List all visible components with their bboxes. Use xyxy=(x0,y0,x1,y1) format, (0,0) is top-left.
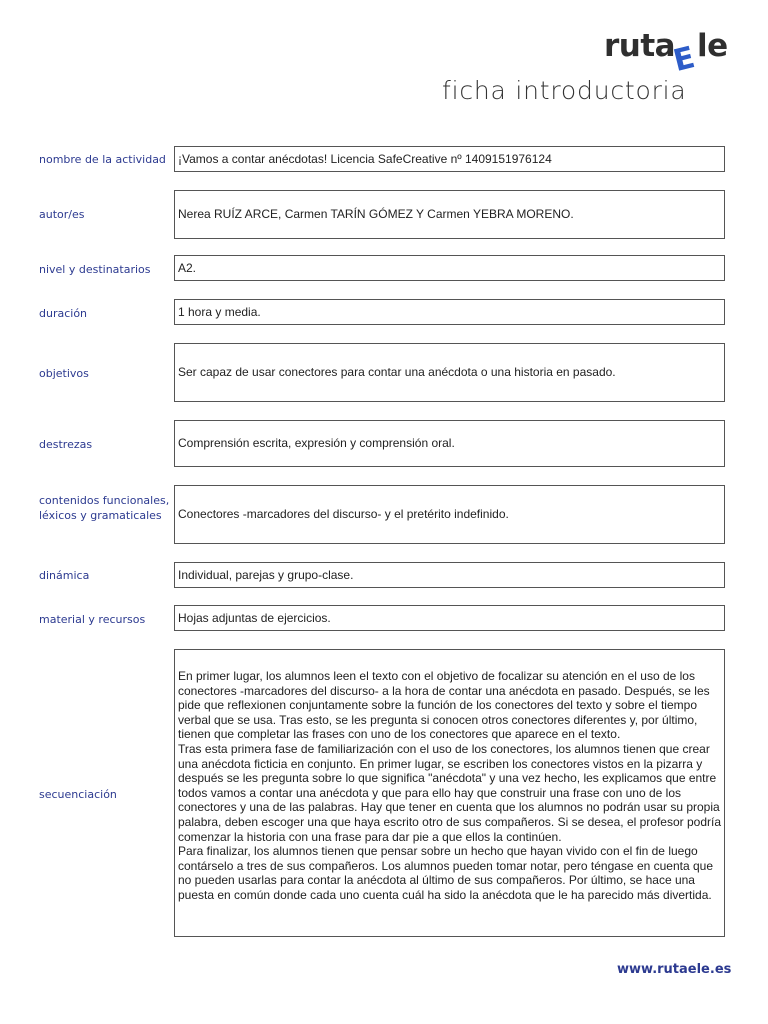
value-autores: Nerea RUÍZ ARCE, Carmen TARÍN GÓMEZ Y Carmen YEBRA MORENO. xyxy=(178,207,574,222)
sequence-line: todos vamos a contar una anécdota y que para ello hay que construir una frase con uno de los xyxy=(178,785,681,800)
sequence-line: palabra, deben escoger una que haya escrito otro de sus compañeros. Si se desea, el profesor podría xyxy=(178,814,722,829)
value-nivel-destinatarios: A2. xyxy=(178,260,197,275)
value-contenidos: Conectores -marcadores del discurso- y el pretérito indefinido. xyxy=(178,507,509,522)
sequence-line: tienen que completar las frases con uno de los conectores que aparece en el texto. xyxy=(178,727,621,742)
value-dinamica: Individual, parejas y grupo-clase. xyxy=(178,567,354,582)
field-contenidos xyxy=(174,485,725,544)
label-secuenciacion: secuenciación xyxy=(39,788,117,801)
website-link[interactable]: www.rutaele.es xyxy=(617,962,732,977)
value-duracion: 1 hora y media. xyxy=(178,304,261,319)
field-nivel-destinatarios xyxy=(174,255,725,281)
sequence-line: Para finalizar, los alumnos tienen que pensar sobre un hecho que hayan vivido con el fin de luego xyxy=(178,844,698,859)
sequence-line: conectores y una de las palabras. Hay que tener en cuenta que los alumnos no podrán usar su propia xyxy=(178,800,720,815)
label-destrezas: destrezas xyxy=(39,438,93,451)
sequence-text xyxy=(178,669,721,903)
sequence-line: En primer lugar, los alumnos leen el texto con el objetivo de focalizar su atención en el uso de los xyxy=(178,669,695,683)
field-dinamica xyxy=(174,562,725,588)
label-autores: autor/es xyxy=(39,208,85,221)
label-nivel-destinatarios: nivel y destinatarios xyxy=(39,263,151,276)
sequence-line: conectores -marcadores del discurso- a la hora de contar una anécdota en pasado. Después, se les xyxy=(178,683,710,698)
value-destrezas: Comprensión escrita, expresión y comprensión oral. xyxy=(178,436,455,451)
sequence-line: no pueden usarlas para contar la anécdota al último de sus compañeros. Por último, se hace una xyxy=(178,873,695,888)
label-objetivos: objetivos xyxy=(39,367,89,380)
rutaele-logo xyxy=(604,26,734,78)
logo-accent-e: E xyxy=(669,40,699,79)
sequence-line: verbal que se usa. Tras esto, se les pregunta si conocen otros conectores diferentes y, por último, xyxy=(178,712,698,727)
sequence-line: contárselo a tres de sus compañeros. Los alumnos pueden tomar notar, pero téngase en cuenta que xyxy=(178,858,714,873)
value-nombre-actividad: ¡Vamos a contar anécdotas! Licencia SafeCreative nº 1409151976124 xyxy=(178,151,552,166)
field-autores xyxy=(174,190,725,239)
label-dinamica: dinámica xyxy=(39,569,90,582)
label-material-recursos: material y recursos xyxy=(39,613,146,626)
field-material-recursos xyxy=(174,605,725,631)
logo-text-le: le xyxy=(697,28,728,64)
label-duracion: duración xyxy=(39,307,88,320)
sequence-line: después se les pregunta sobre lo que significa "anécdota" y una vez hecho, les explicamos que entre xyxy=(178,771,717,786)
field-objetivos xyxy=(174,343,725,402)
document-title: ficha introductoria xyxy=(442,76,687,105)
sequence-line: puesta en común donde cada uno cuenta cuál ha sido la anécdota que le ha parecido más divertida. xyxy=(178,887,712,902)
field-duracion xyxy=(174,299,725,325)
logo-text-ruta: ruta xyxy=(604,28,676,64)
sequence-line: pide que reflexionen conjuntamente sobre la función de los conectores del texto y sobre el tiempo xyxy=(178,698,697,713)
label-nombre-actividad: nombre de la actividad xyxy=(39,153,166,166)
sequence-line: Tras esta primera fase de familiarización con el uso de los conectores, los alumnos tienen que crear xyxy=(178,741,710,756)
sequence-line: una anécdota ficticia en conjunto. En primer lugar, se escriben los conectores vistos en la pizarra y xyxy=(178,756,703,771)
value-objetivos: Ser capaz de usar conectores para contar una anécdota o una historia en pasado. xyxy=(178,365,616,380)
field-destrezas xyxy=(174,420,725,467)
value-material-recursos: Hojas adjuntas de ejercicios. xyxy=(178,610,331,625)
sequence-line: comenzar la historia con una frase para dar pie a que ellos la continúen. xyxy=(178,829,562,844)
field-secuenciacion xyxy=(174,649,725,937)
field-nombre-actividad xyxy=(174,146,725,172)
label-contenidos: contenidos funcionales, léxicos y gramaticales xyxy=(39,494,170,522)
